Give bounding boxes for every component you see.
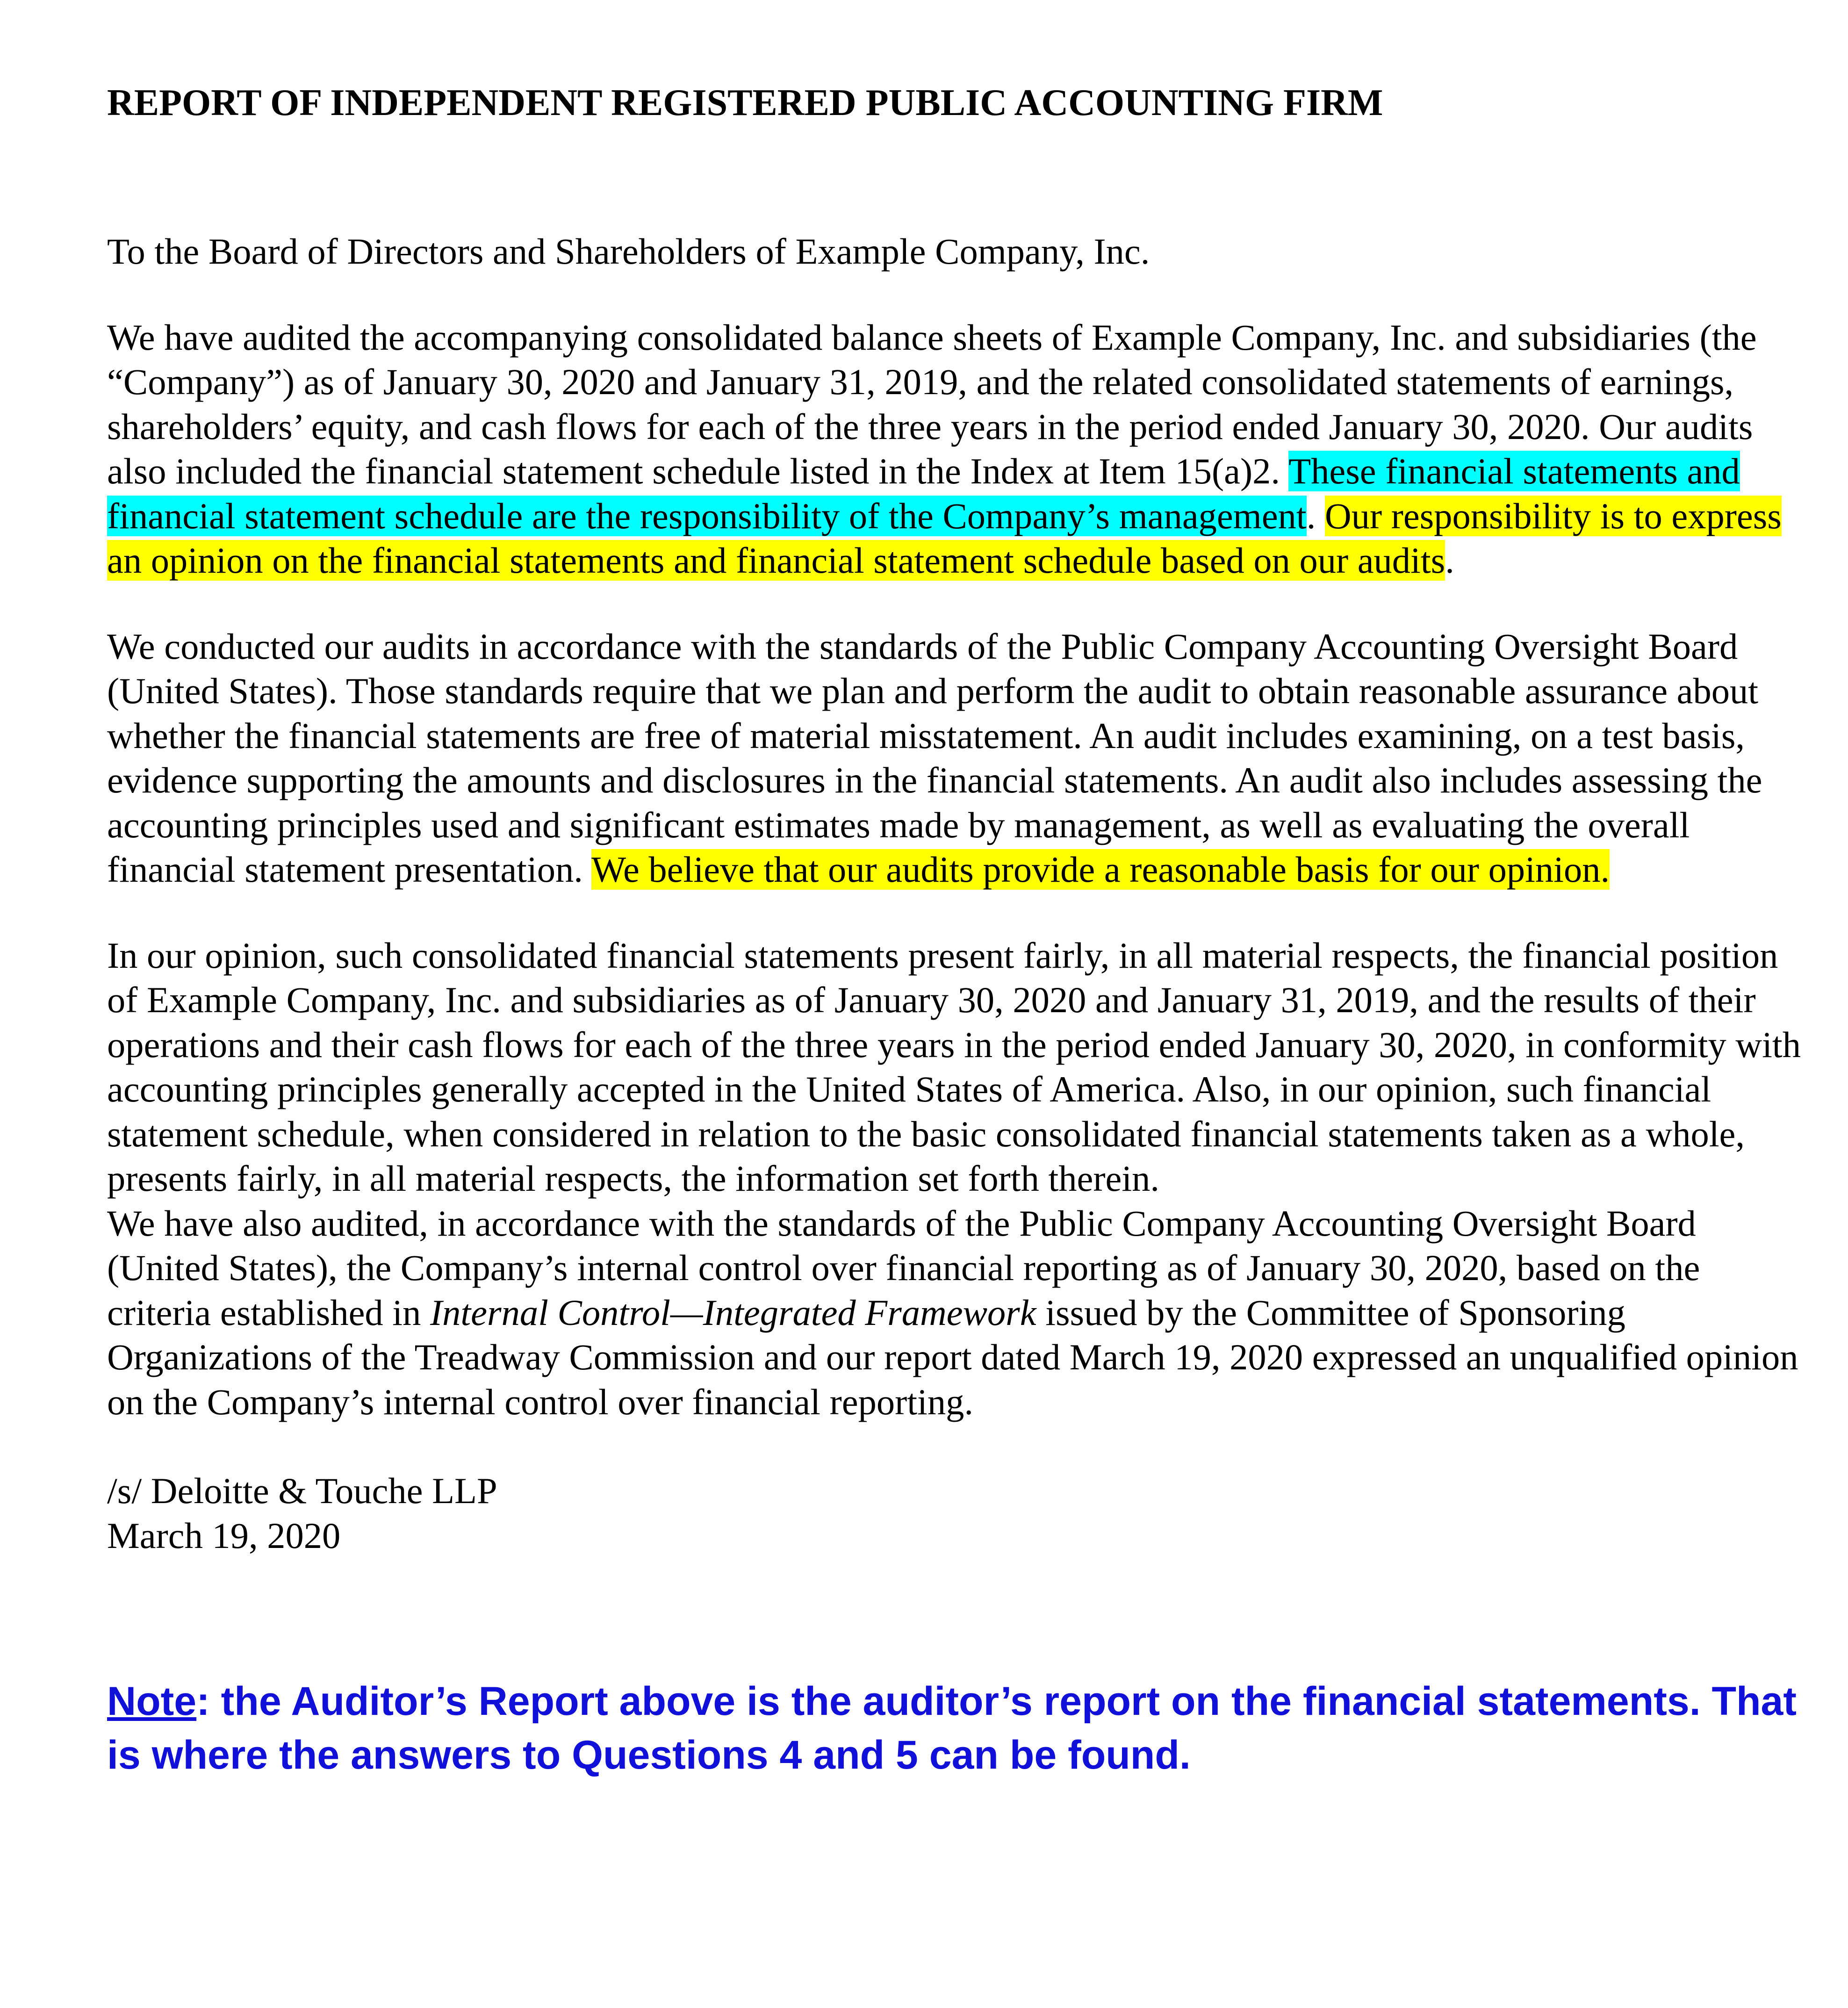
paragraph-opinion: In our opinion, such consolidated financial statements present fairly, in all material respects, the financial position of Example Company, Inc. and subsidiaries as of January 30, 2020 and January 31, 2019, and the results of their operations and their cash flows for each of the three years in the period ended January 30, 2020, in conformity with accounting principles generally accepted in the United States of America. Also, in our opinion, such financial statement schedule, when considered in relation to the basic consolidated financial statements taken as a whole, presents fairly, in all material respects, the information set forth therein.	[107, 935, 1801, 1199]
paragraph-audit-scope	[107, 315, 1809, 583]
report-page	[107, 79, 1809, 1822]
reasonable-basis-highlight: We believe that our audits provide a reasonable basis for our opinion.	[591, 849, 1610, 890]
study-note	[107, 1675, 1809, 1782]
paragraph-audit-scope-text: We have audited the accompanying consolidated balance sheets of Example Company, Inc. and subsidiaries (the “Company”) as of January 30, 2020 and January 31, 2019, and the related consolidated statements of earnings, shareholders’ equity, and cash flows for each of the three years in the period ended January 30, 2020. Our audits also included the financial statement schedule listed in the Index at Item 15(a)2.	[107, 317, 1757, 491]
paragraph-internal-control-rest: issued by the Committee of Sponsoring Organizations of the Treadway Commission and our report dated March 19, 2020 expressed an unqualified opinion on the Company’s internal control over financial reporting.	[107, 1292, 1798, 1422]
auditor-signature: /s/ Deloitte & Touche LLP	[107, 1470, 497, 1511]
note-text: : the Auditor’s Report above is the auditor’s report on the financial statements. That is where the answers to Questions 4 and 5 can be found.	[107, 1679, 1797, 1778]
paragraph-internal-control	[107, 1201, 1809, 1425]
framework-title: Internal Control—Integrated Framework	[430, 1292, 1036, 1333]
paragraph-audit-scope-separator: .	[1306, 495, 1325, 536]
paragraph-internal-control-text: We have also audited, in accordance with the standards of the Public Company Accounting Oversight Board (United States), the Company’s internal control over financial reporting as of January 30, 2020, based on the criteria established in	[107, 1202, 1700, 1333]
management-responsibility-highlight: These financial statements and financial statement schedule are the responsibility of the Company’s management	[107, 451, 1740, 536]
paragraph-audit-scope-end: .	[1445, 540, 1454, 581]
note-label: Note	[107, 1679, 197, 1724]
paragraph-standards	[107, 624, 1809, 892]
auditor-responsibility-highlight: Our responsibility is to express an opinion on the financial statements and financial statement schedule based on our audits	[107, 495, 1782, 581]
addressee-line: To the Board of Directors and Shareholders of Example Company, Inc.	[107, 231, 1150, 272]
paragraph-standards-text: We conducted our audits in accordance with the standards of the Public Company Accounting Oversight Board (United States). Those standards require that we plan and perform the audit to obtain reasonable assurance about whether the financial statements are free of material misstatement. An audit includes examining, on a test basis, evidence supporting the amounts and disclosures in the financial statements. An audit also includes assessing the accounting principles used and significant estimates made by management, as well as evaluating the overall financial statement presentation.	[107, 626, 1762, 890]
report-date: March 19, 2020	[107, 1515, 341, 1556]
report-title: REPORT OF INDEPENDENT REGISTERED PUBLIC ACCOUNTING FIRM	[107, 82, 1383, 123]
